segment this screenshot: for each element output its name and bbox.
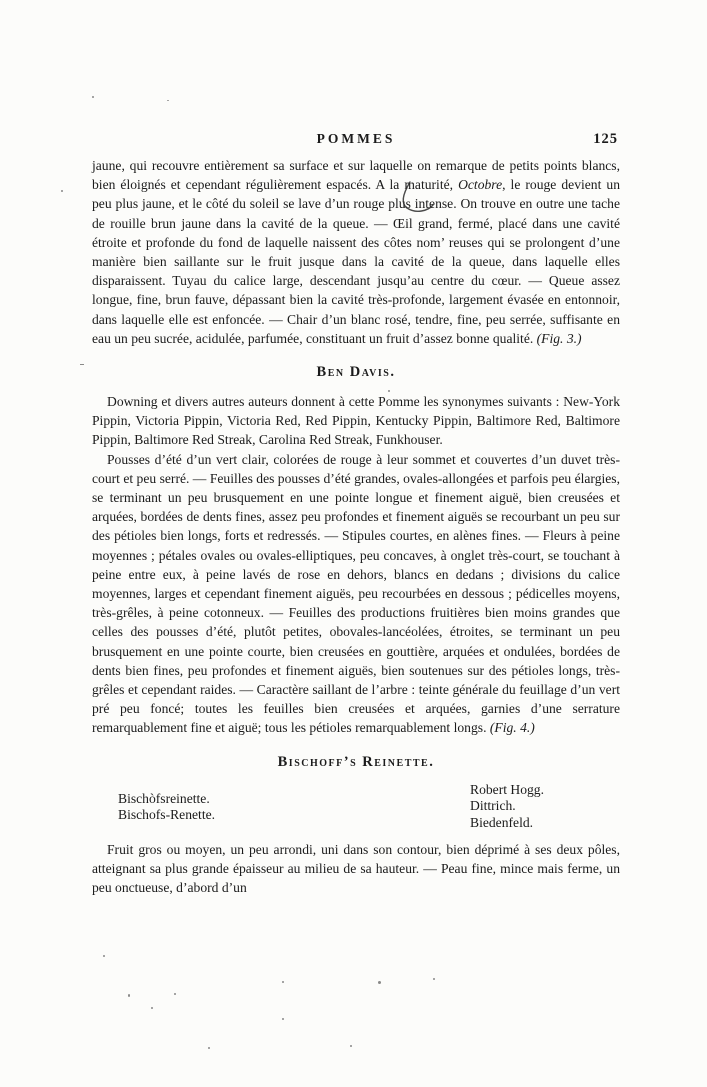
- scan-speck: [174, 993, 176, 995]
- synonym-column-right: [470, 782, 544, 832]
- scan-speck: [80, 364, 84, 365]
- scan-speck: [128, 994, 130, 997]
- synonym-columns: [92, 782, 620, 834]
- synonym-authority: Dittrich.: [470, 798, 516, 814]
- scan-speck: [388, 390, 390, 392]
- scan-speck: [378, 981, 381, 984]
- paragraph-continuation: jaune, qui recouvre entièrement sa surface et sur laquelle on remarque de petits points blancs, bien éloignés et cependant régulièrement espacés. A la maturité, Octobre, le rouge devient un peu plus jaune, et le côté du soleil se lave d’un rouge plus intense. On trouve en outre une tache de rouille brun jaune dans la cavité de la queue. — Œil grand, fermé, placé dans une cavité étroite et profonde du fond de laquelle naissent des côtes nom’ reuses qui se prolongent d’une manière bien saillante sur le fruit jusque dans la cavité de la queue, dans laquelle elles disparaissent. Tuyau du calice large, descendant jusqu’au centre du cœur. — Queue assez longue, fine, brun fauve, dépassant bien la cavité très-profonde, largement évasée en entonnoir, dans laquelle elle est enfoncée. — Chair d’un blanc rosé, tendre, fine, peu serrée, suffisante en eau un peu sucrée, acidulée, parfumée, constituant un fruit d’assez bonne qualité. (Fig. 3.): [92, 158, 620, 346]
- section-heading-ben-davis: Ben Davis.: [316, 364, 396, 381]
- scan-speck: [433, 978, 435, 980]
- scan-speck: [350, 1045, 352, 1047]
- running-header: [92, 131, 620, 149]
- synonym-item: Bischòfsreinette.: [118, 790, 210, 806]
- scan-speck: [61, 190, 63, 192]
- page-number: 125: [593, 131, 618, 147]
- scan-speck: [167, 100, 169, 101]
- scan-speck: [103, 955, 105, 957]
- synonym-authority: Robert Hogg.: [470, 781, 545, 797]
- synonym-item: Bischofs-Renette.: [118, 807, 216, 823]
- scan-speck: [208, 1047, 210, 1049]
- scan-speck: [282, 1018, 284, 1020]
- paragraph-ben-davis-synonyms: Downing et divers autres auteurs donnent à cette Pomme les synonymes suivants : New-York Pippin, Victoria Pippin, Victoria Red, Red Pippin, Kentucky Pippin, Baltimore Red, Baltimore Pippin, Baltimore Red Streak, Carolina Red Streak, Funkhouser.: [92, 394, 620, 448]
- synonym-column-left: [118, 791, 215, 824]
- paragraph-bischoffs-description: Fruit gros ou moyen, un peu arrondi, uni dans son contour, bien déprimé à ses deux pôles, atteignant sa plus grande épaisseur au milieu de sa hauteur. — Peau fine, mince mais ferme, un peu onctueuse, d’abord d’un: [92, 841, 620, 896]
- scan-speck: [151, 1007, 153, 1009]
- scan-speck: [282, 981, 284, 983]
- running-title: POMMES: [316, 131, 396, 146]
- page-text-block: [92, 156, 620, 897]
- synonym-authority: Biedenfeld.: [470, 814, 534, 830]
- section-heading-bischoffs-reinette: Bischoff’s Reinette.: [277, 753, 435, 770]
- scan-speck: [92, 96, 94, 98]
- paragraph-ben-davis-description: Pousses d’été d’un vert clair, colorées de rouge à leur sommet et couvertes d’un duvet très-court et peu serré. — Feuilles des pousses d’été grandes, ovales-allongées et parfois peu élargies, se terminant un peu brusquement en une pointe longue et finement aiguë, bien creusées et arquées, bordées de dents fines, assez peu profondes et finement aiguës se recourbant un peu sur des pétioles bien longs, forts et redressés. — Stipules courtes, en alènes fines. — Fleurs à peine moyennes ; pétales ovales ou ovales-elliptiques, peu concaves, à onglet très-court, se touchant à peine entre eux, à peine lavés de rose en dehors, blancs en dedans ; divisions du calice moyennes, larges et cependant finement aiguës, peu recourbées en dessous ; pédicelles moyens, très-grêles, à peine cotonneux. — Feuilles des productions fruitières bien moins grandes que celles des pousses d’été, plutôt petites, obovales-lancéolées, étroites, se terminant un peu brusquement en une pointe courte, bien creusées en gouttière, arquées et ondulées, bordées de dents bien fines, peu profondes et finement aiguës, bien soutenues sur des pétioles longs, très-grêles et cependant raides. — Caractère saillant de l’arbre : teinte générale du feuillage d’un vert pré peu foncé; toutes les feuilles bien creusées et arquées, garnies d’une serrature remarquablement fine et aiguë; tous les pétioles remarquablement longs. (Fig. 4.): [92, 451, 620, 736]
